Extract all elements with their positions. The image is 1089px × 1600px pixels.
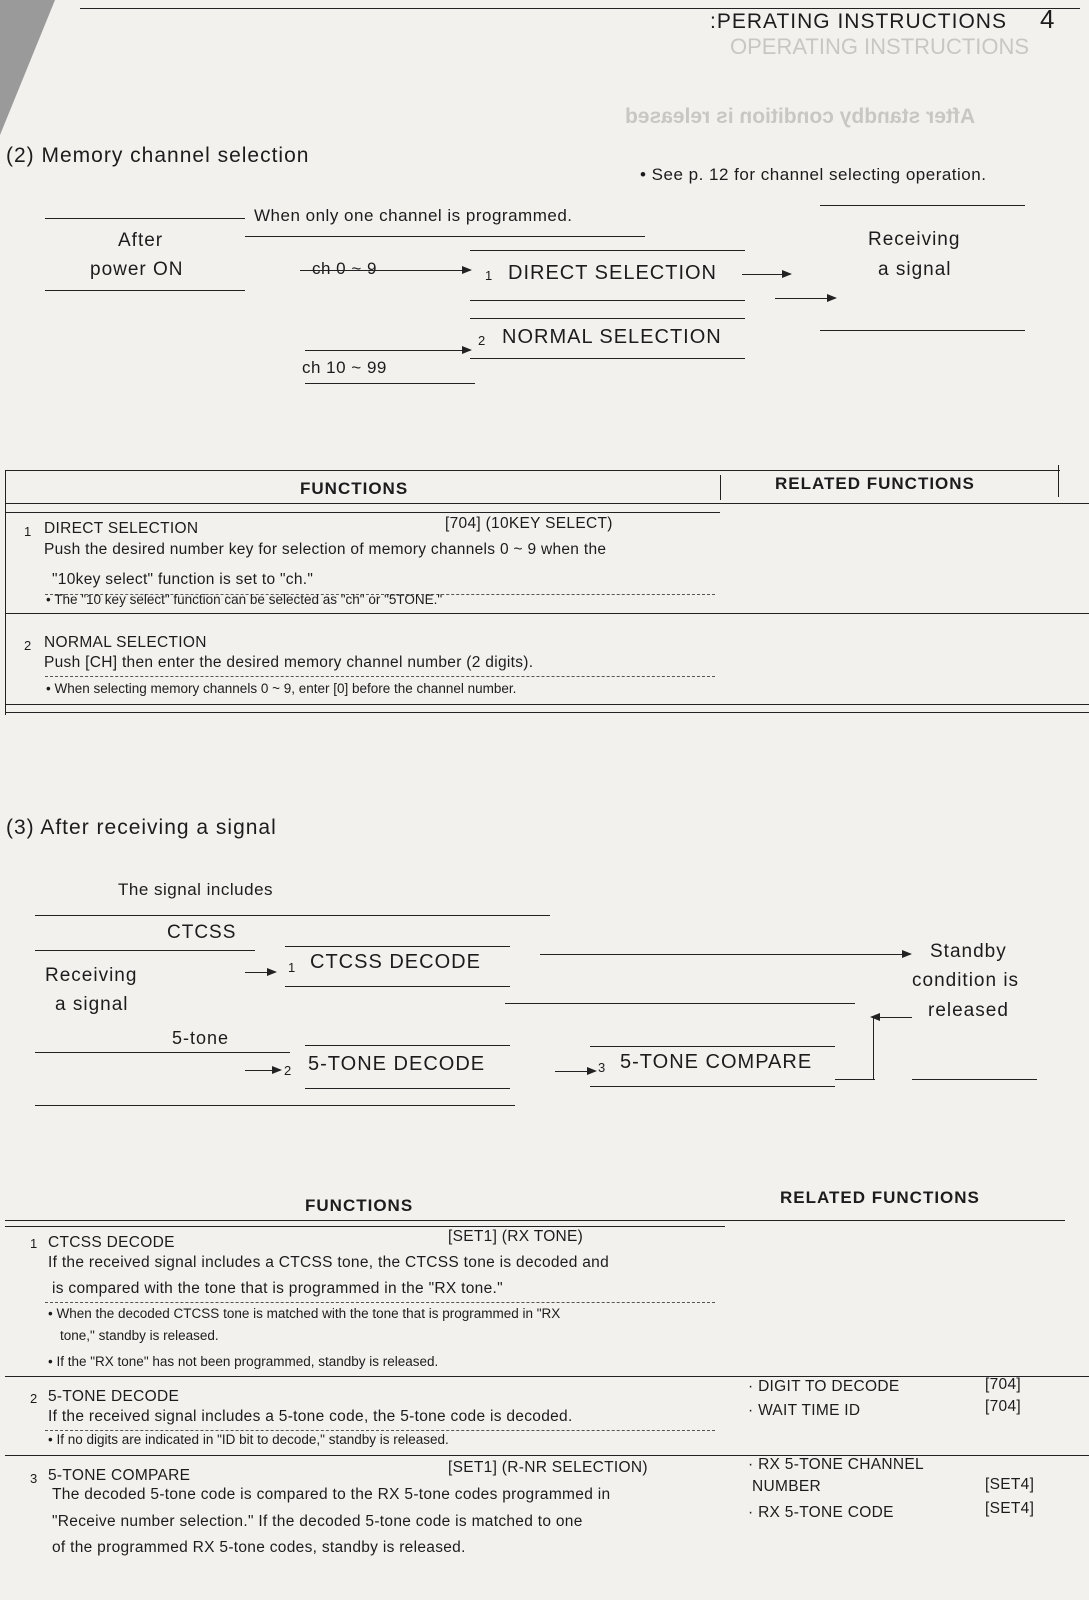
section-3-heading: (3) After receiving a signal — [6, 816, 277, 839]
box-top — [285, 946, 510, 947]
flow-line — [505, 1003, 855, 1004]
table-rule — [5, 1455, 1089, 1456]
flow-arrow — [305, 350, 470, 351]
five-tone-decode-title: 5-TONE DECODE — [48, 1388, 180, 1405]
related-wait-time-id: · WAIT TIME ID — [748, 1402, 861, 1419]
five-tone-compare-text-1: The decoded 5-tone code is compared to the RX 5-tone codes programmed in — [52, 1486, 611, 1503]
header-rule — [80, 8, 1080, 9]
after-label: After — [118, 230, 164, 251]
five-tone-compare-number: 3 — [598, 1060, 606, 1075]
page-number: 4 — [1040, 4, 1055, 34]
box2-number: 2 — [478, 333, 486, 348]
receiving-label: Receiving — [868, 229, 961, 250]
box-top — [305, 1045, 510, 1046]
five-tone-decode-box: 5-TONE DECODE — [308, 1053, 486, 1075]
power-on-label: power ON — [90, 259, 184, 280]
related-rx-5tone-code: · RX 5-TONE CODE — [748, 1504, 894, 1521]
header-title: :PERATING INSTRUCTIONS — [710, 10, 1007, 33]
ctcss-decode-title: CTCSS DECODE — [48, 1234, 175, 1251]
box-bottom — [285, 986, 510, 987]
table-rule — [5, 503, 1089, 504]
row-rule — [45, 1302, 715, 1303]
flow-arrow — [245, 1070, 280, 1071]
functions-header-2: FUNCTIONS — [305, 1196, 414, 1215]
direct-selection-note: • The "10 key select" function can be selected as "ch" or "5TONE." — [46, 592, 443, 607]
row-rule — [45, 1430, 715, 1431]
flow-arrow — [540, 954, 910, 955]
ctcss-decode-box: CTCSS DECODE — [310, 951, 481, 973]
five-tone-label: 5-tone — [172, 1028, 230, 1048]
box-top — [470, 250, 745, 251]
box-bottom — [305, 1088, 510, 1089]
standby-label-3: released — [928, 1000, 1009, 1021]
ctcss-decode-note-1b: tone," standby is released. — [60, 1328, 219, 1343]
signal-includes-label: The signal includes — [118, 880, 274, 899]
ctcss-decode-note-1: • When the decoded CTCSS tone is matched with the tone that is programmed in "RX — [48, 1306, 561, 1321]
receiving-signal-label-1: Receiving — [45, 965, 138, 986]
flow-arrow — [245, 972, 275, 973]
ctcss-box-number: 1 — [288, 960, 296, 975]
table-divider — [720, 475, 721, 500]
receiving-signal-label-2: a signal — [55, 994, 129, 1015]
ctcss-decode-text-1: If the received signal includes a CTCSS tone, the CTCSS tone is decoded and — [48, 1254, 609, 1271]
box1-number: 1 — [485, 268, 493, 283]
table-rule — [5, 1226, 725, 1227]
five-tone-compare-title: 5-TONE COMPARE — [48, 1467, 191, 1484]
table-rule — [5, 613, 1089, 614]
direct-selection-box: DIRECT SELECTION — [508, 262, 717, 284]
related-rx-5tone-channel: · RX 5-TONE CHANNEL — [748, 1456, 924, 1473]
five-tone-compare-text-2: "Receive number selection." If the decoded 5-tone code is matched to one — [52, 1513, 583, 1530]
ch-high-label: ch 10 ~ 99 — [302, 358, 387, 377]
table-rule — [5, 1376, 1089, 1377]
box-bottom — [470, 358, 745, 359]
direct-selection-code: [704] (10KEY SELECT) — [445, 515, 613, 532]
direct-selection-text-1: Push the desired number key for selection of memory channels 0 ~ 9 when the — [44, 541, 607, 558]
flow-line — [35, 1105, 515, 1106]
box-top — [590, 1046, 835, 1047]
ghost-title: OPERATING INSTRUCTIONS — [730, 34, 1030, 59]
related-digit-to-decode-code: [704] — [985, 1376, 1021, 1393]
flow-arrow — [300, 270, 470, 271]
see-page-note: • See p. 12 for channel selecting operation. — [640, 165, 987, 184]
ch-low-label: ch 0 ~ 9 — [312, 259, 377, 278]
flow-line — [835, 1079, 875, 1080]
ctcss-decode-text-2: is compared with the tone that is programmed in the "RX tone." — [52, 1280, 503, 1297]
normal-selection-box: NORMAL SELECTION — [502, 326, 722, 348]
related-wait-time-id-code: [704] — [985, 1398, 1021, 1415]
ctcss-decode-code: [SET1] (RX TONE) — [448, 1228, 584, 1245]
table-rule — [5, 512, 720, 513]
ctcss-decode-note-2: • If the "RX tone" has not been programmed, standby is released. — [48, 1354, 439, 1369]
normal-selection-title: NORMAL SELECTION — [44, 634, 207, 651]
box-top — [470, 318, 745, 319]
ghost-subtitle: After standby condition is released — [625, 105, 976, 128]
flow-arrow — [872, 1017, 912, 1018]
direct-selection-title: DIRECT SELECTION — [44, 520, 199, 537]
table-rule — [5, 712, 1089, 713]
section-2-heading: (2) Memory channel selection — [6, 144, 310, 167]
table-rule — [5, 470, 1060, 471]
box-bottom — [590, 1086, 835, 1087]
flow-line — [45, 218, 245, 219]
flow-line — [45, 290, 245, 291]
normal-selection-text-1: Push [CH] then enter the desired memory channel number (2 digits). — [44, 654, 534, 671]
five-tone-decode-text-1: If the received signal includes a 5-tone code, the 5-tone code is decoded. — [48, 1408, 573, 1425]
five-tone-compare-code: [SET1] (R-NR SELECTION) — [448, 1459, 648, 1476]
box-bottom — [470, 300, 745, 301]
flow-line — [35, 950, 255, 951]
flow-arrow — [555, 1071, 595, 1072]
direct-selection-text-2: "10key select" function is set to "ch." — [52, 571, 314, 588]
page-corner-shadow — [0, 0, 55, 135]
flow-line — [245, 236, 645, 237]
row2-number: 2 — [24, 638, 32, 653]
flow-line — [305, 383, 475, 384]
table-rule — [5, 1220, 1065, 1221]
only-one-channel-label: When only one channel is programmed. — [254, 206, 573, 225]
five-tone-decode-note: • If no digits are indicated in "ID bit to decode," standby is released. — [48, 1432, 449, 1447]
related-functions-header: RELATED FUNCTIONS — [775, 474, 975, 493]
normal-selection-note: • When selecting memory channels 0 ~ 9, enter [0] before the channel number. — [46, 681, 517, 696]
a-signal-label: a signal — [878, 259, 952, 280]
five-tone-compare-text-3: of the programmed RX 5-tone codes, standby is released. — [52, 1539, 466, 1556]
related-rx-5tone-channel-code: [SET4] — [985, 1476, 1035, 1493]
row-rule — [45, 676, 715, 677]
five-tone-decode-number: 2 — [284, 1063, 292, 1078]
flow-arrow — [775, 298, 835, 299]
five-tone-compare-row-number: 3 — [30, 1471, 38, 1486]
related-digit-to-decode: · DIGIT TO DECODE — [748, 1378, 900, 1395]
standby-label-2: condition is — [912, 970, 1020, 991]
table-left-edge — [5, 470, 6, 715]
flow-connector — [873, 1017, 874, 1079]
flow-line — [35, 915, 550, 916]
ctcss-row-number: 1 — [30, 1236, 38, 1251]
flow-line — [35, 1052, 290, 1053]
related-functions-header-2: RELATED FUNCTIONS — [780, 1188, 980, 1207]
table-divider — [1058, 465, 1059, 497]
standby-label-1: Standby — [930, 941, 1007, 962]
related-rx-5tone-channel-2: NUMBER — [752, 1478, 821, 1495]
five-tone-compare-box: 5-TONE COMPARE — [620, 1051, 813, 1073]
flow-line — [820, 205, 1025, 206]
flow-arrow — [742, 274, 790, 275]
functions-header: FUNCTIONS — [300, 479, 409, 498]
ctcss-label: CTCSS — [167, 922, 237, 943]
table-rule — [5, 704, 1089, 705]
related-rx-5tone-code-value: [SET4] — [985, 1500, 1035, 1517]
flow-line — [820, 330, 1025, 331]
row1-number: 1 — [24, 524, 32, 539]
flow-line — [912, 1079, 1037, 1080]
five-tone-decode-row-number: 2 — [30, 1391, 38, 1406]
